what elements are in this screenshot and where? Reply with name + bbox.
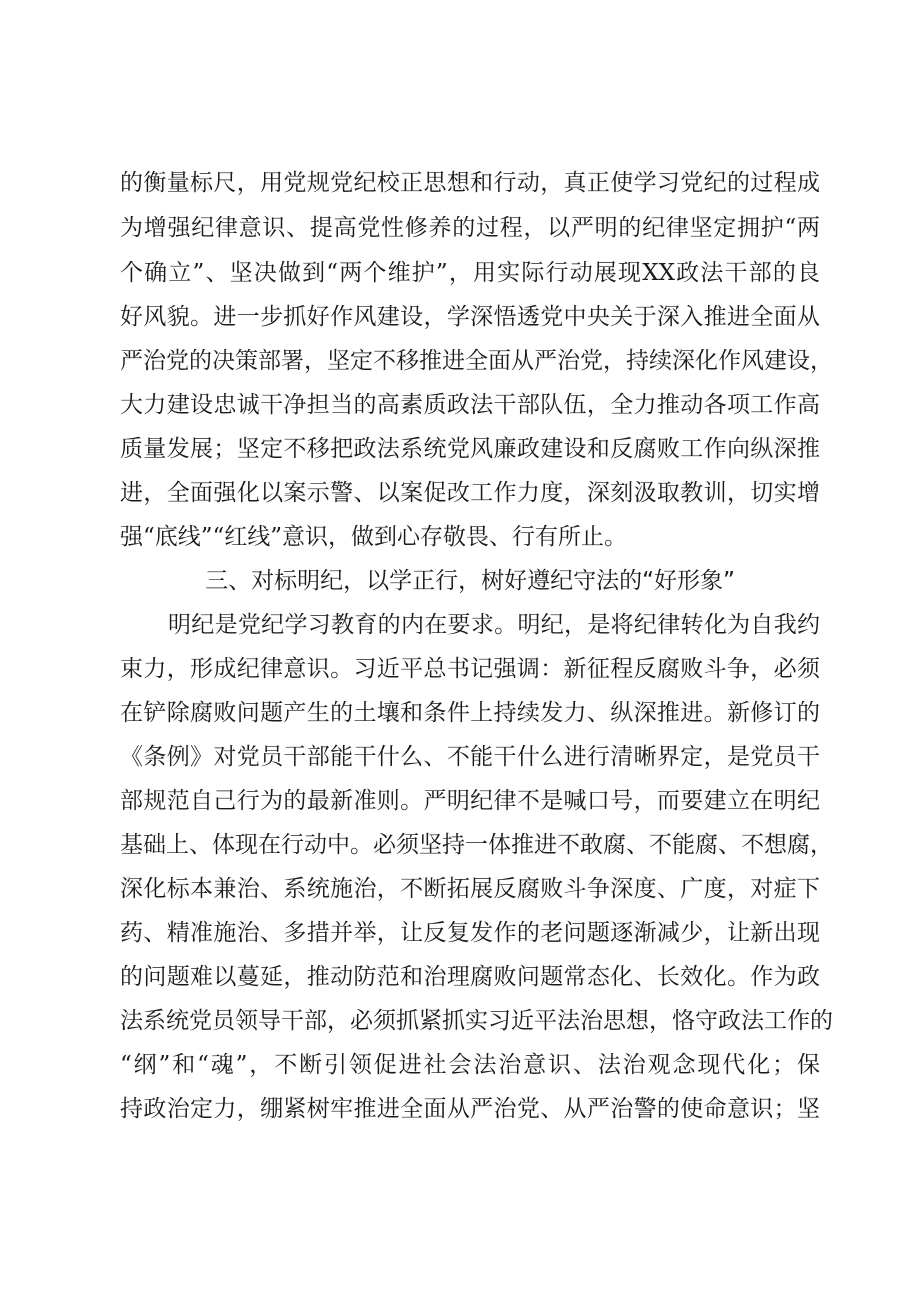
paragraph-2-line-2: 束力，形成纪律意识。习近平总书记强调：新征程反腐败斗争，必须 — [120, 656, 820, 682]
paragraph-2-line-3: 在铲除腐败问题产生的土壤和条件上持续发力、纵深推进。新修订的 — [120, 700, 820, 726]
paragraph-1-line-9: 强“底线”“红线”意识，做到心存敬畏、行有所止。 — [120, 524, 628, 550]
paragraph-2-line-5: 部规范自己行为的最新准则。严明纪律不是喊口号，而要建立在明纪 — [120, 788, 820, 814]
paragraph-2-line-4: 《条例》对党员干部能干什么、不能干什么进行清晰界定，是党员干 — [120, 744, 820, 770]
paragraph-2-line-6: 基础上、体现在行动中。必须坚持一体推进不敢腐、不能腐、不想腐， — [120, 832, 833, 858]
paragraph-2-line-7: 深化标本兼治、系统施治，不断拓展反腐败斗争深度、广度，对症下 — [120, 876, 820, 902]
paragraph-2-line-8: 药、精准施治、多措并举，让反复发作的老问题逐渐减少，让新出现 — [120, 920, 820, 946]
paragraph-2-line-12: 持政治定力，绷紧树牢推进全面从严治党、从严治警的使命意识；坚 — [120, 1096, 820, 1122]
paragraph-1-line-8: 进，全面强化以案示警、以案促改工作力度，深刻汲取教训，切实增 — [120, 480, 820, 506]
paragraph-1-line-7: 质量发展；坚定不移把政法系统党风廉政建设和反腐败工作向纵深推 — [120, 436, 820, 462]
paragraph-1-line-3: 个确立”、坚决做到“两个维护”，用实际行动展现XX政法干部的良 — [120, 260, 820, 286]
paragraph-1-line-2: 为增强纪律意识、提高党性修养的过程，以严明的纪律坚定拥护“两 — [120, 215, 820, 241]
paragraph-2-line-9: 的问题难以蔓延，推动防范和治理腐败问题常态化、长效化。作为政 — [120, 964, 820, 990]
paragraph-2-line-10: 法系统党员领导干部，必须抓紧抓实习近平法治思想，恪守政法工作的 — [120, 1008, 833, 1034]
paragraph-1-line-5: 严治党的决策部署，坚定不移推进全面从严治党，持续深化作风建设， — [120, 348, 833, 374]
paragraph-1-line-4: 好风貌。进一步抓好作风建设，学深悟透党中央关于深入推进全面从 — [120, 304, 820, 330]
section-heading: 三、对标明纪，以学正行，树好遵纪守法的“好形象” — [205, 568, 735, 594]
paragraph-2-line-11: “纲”和“魂”，不断引领促进社会法治意识、法治观念现代化；保 — [120, 1052, 820, 1078]
paragraph-1-line-1: 的衡量标尺，用党规党纪校正思想和行动，真正使学习党纪的过程成 — [120, 170, 820, 196]
paragraph-2-line-1: 明纪是党纪学习教育的内在要求。明纪，是将纪律转化为自我约 — [168, 612, 820, 638]
paragraph-1-line-6: 大力建设忠诚干净担当的高素质政法干部队伍，全力推动各项工作高 — [120, 392, 820, 418]
